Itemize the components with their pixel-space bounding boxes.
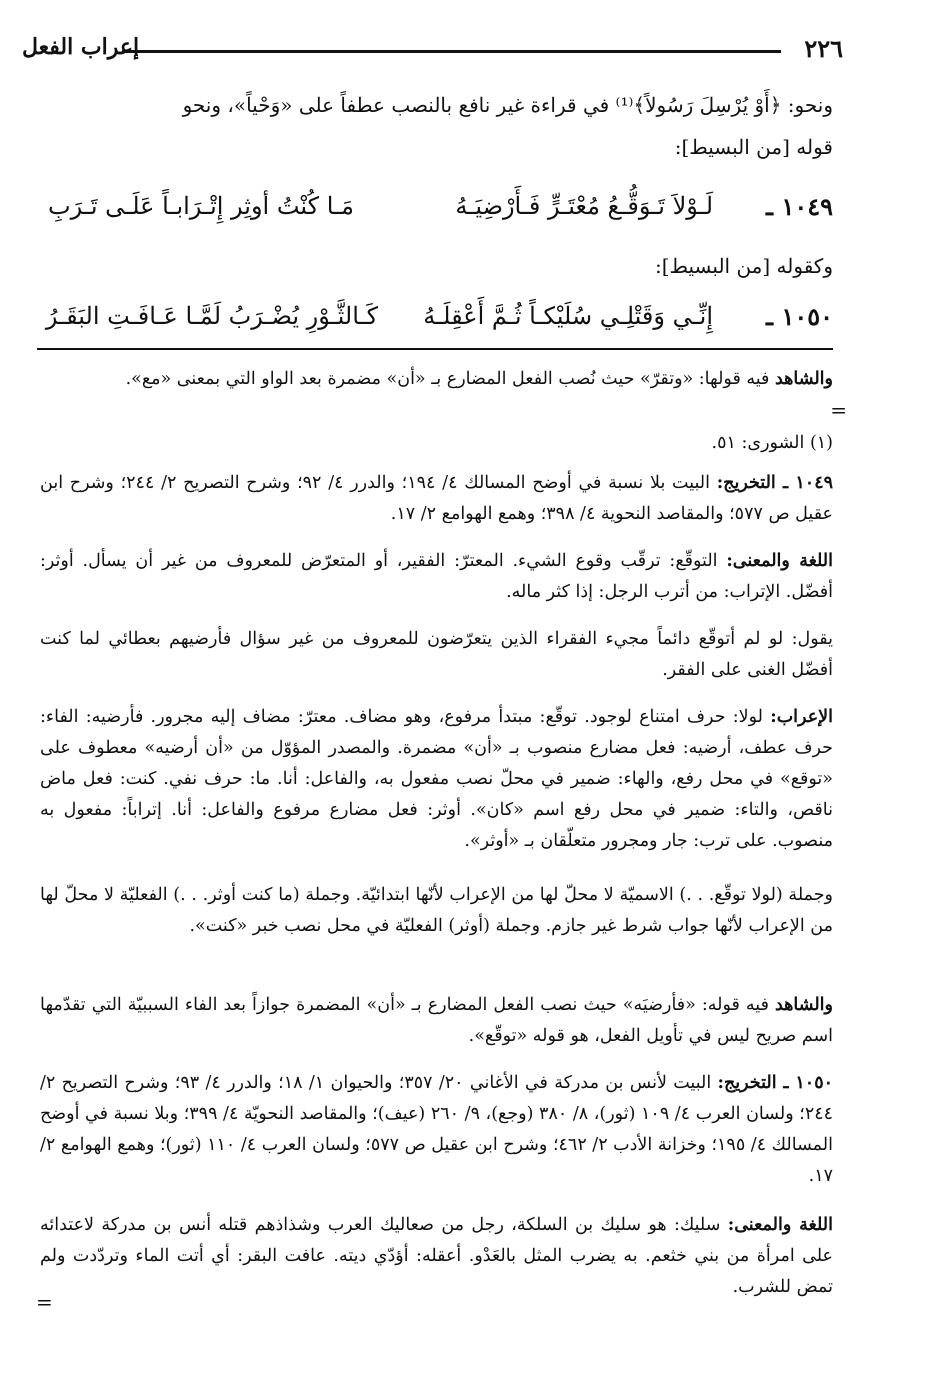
footnote-rule	[37, 348, 833, 350]
note-label: والشاهد	[774, 995, 833, 1015]
note-text: البيت لأنس بن مدركة في الأغاني ٢٠/ ٣٥٧؛ والحيوان ١/ ١٨؛ والدرر ٤/ ٩٣؛ وشرح التصريح ٢/ ٢٤٤؛ ولسان العرب ٤/ ١٠٩ (ثور)، ٨/ ٣٨٠ (وجع)، ٩/ ٢٦٠ (عيف)؛ والمقاصد النحويّة ٤/ ٣٩٩؛ وبلا نسبة في أوضح المسالك ٤/ ١٩٥؛ وخزانة الأدب ٢/ ٤٦٢؛ وشرح ابن عقيل ص ٥٧٧؛ ولسان العرب ٤/ ١١٠ (ثور)؛ وهمع الهوامع ٢/ ١٧.	[40, 1073, 834, 1186]
note-lugha-1049	[40, 546, 833, 608]
note-text: سليك: هو سليك بن السلكة، رجل من صعاليك العرب وشذاذهم قتله أنس بن مدركة لاعتدائه على امرأة من بني خثعم. به يضرب المثل بالعَدْو. أعقله: أؤدّي ديته. عافت البقر: أي أتت الماء وتردّدت ولم تمض للشرب.	[40, 1215, 833, 1297]
note-takhrij-1049	[40, 468, 833, 530]
chapter-title: إعراب الفعل	[22, 34, 140, 60]
verse-first-hemistich: لَـوْلاَ تَـوَقُّـعُ مُعْتَـرٍّ فَـأَرْضِيَـهُ	[455, 192, 713, 220]
footnote-1: (١) الشورى: ٥١.	[711, 433, 833, 453]
note-text: فيه قولها: «وتقرّ» حيث نُصب الفعل المضارع بـ «أن» مضمرة بعد الواو التي بمعنى «مع».	[125, 369, 775, 389]
note-text: التوقّع: ترقّب وقوع الشيء. المعترّ: الفقير، أو المتعرّض للمعروف من غير أن يسأل. أوثر: أفضّل. الإتراب: من أترب الرجل: إذا كثر ماله.	[40, 551, 833, 602]
note-text: البيت بلا نسبة في أوضح المسالك ٤/ ١٩٤؛ والدرر ٤/ ٩٢؛ وشرح التصريح ٢/ ٢٤٤؛ وشرح ابن عقيل ص ٥٧٧؛ والمقاصد النحوية ٤/ ٣٩٨؛ وهمع الهوامع ٢/ ١٧.	[40, 473, 833, 524]
note-label: ١٠٥٠ ـ التخريج:	[717, 1073, 833, 1093]
note-label: الإعراب:	[770, 707, 833, 727]
note-label: والشاهد	[774, 369, 833, 389]
note-lugha-1050	[40, 1210, 833, 1303]
verse-number: ١٠٤٩ ـ	[766, 192, 833, 221]
intro-2: وكقوله [من البسيط]:	[655, 254, 833, 278]
verse-1050	[40, 296, 833, 344]
note-shahid-2	[40, 990, 833, 1052]
header-rule	[122, 50, 781, 53]
verse-first-hemistich: إِنِّـي وَقَتْلِـي سُلَيْكـاً ثُـمَّ أَعْقِلَـهُ	[423, 302, 713, 330]
note-jumla-1049: وجملة (لولا توقّع. . .) الاسميّة لا محلّ لها من الإعراب لأنّها ابتدائيّة. وجملة (ما كنت أوثر. . .) الفعليّة لا محلّ لها من الإعراب لأنّها جواب شرط غير جازم. وجملة (أوثر) الفعليّة في محل نصب خبر «كنت».	[40, 885, 833, 936]
page-number: ٢٢٦	[804, 34, 843, 63]
note-label: اللغة والمعنى:	[727, 1215, 833, 1235]
note-label: اللغة والمعنى:	[726, 551, 834, 571]
note-label: ١٠٤٩ ـ التخريج:	[716, 473, 833, 493]
verse-1049	[40, 186, 833, 234]
continuation-mark: =	[830, 398, 847, 422]
page-header	[22, 30, 843, 70]
verse-second-hemistich: مَـا كُنْتُ أوثِر إِتْـرَابـاً عَلَـى تَـرَبِ	[48, 192, 354, 220]
intro-paragraph	[40, 84, 833, 168]
note-text: فيه قوله: «فأرضيَه» حيث نصب الفعل المضارع بـ «أن» المضمرة جوازاً بعد الفاء السببيّة التي تقدّمها اسم صريح ليس في تأويل الفعل، هو قوله «توقّع».	[40, 995, 833, 1046]
intro-line-1: ونحو: ﴿أَوْ يُرْسِلَ رَسُولاً﴾⁽¹⁾ في قراءة غير نافع بالنصب عطفاً على «وَحْياً»، ونحو	[182, 93, 833, 117]
note-shahid-1	[40, 364, 833, 395]
note-takhrij-1050	[40, 1068, 833, 1192]
verse-second-hemistich: كَـالثَّـوْرِ يُضْـرَبُ لَمَّـا عَـافَـتِ البَقَـرُ	[45, 302, 378, 330]
note-irab-1049	[40, 702, 833, 857]
intro-line-2: قوله [من البسيط]:	[674, 135, 833, 159]
note-yaqul-1049: يقول: لو لم أتوقّع دائماً مجيء الفقراء الذين يتعرّضون للمعروف من غير سؤال فأرضيهم بعطائي لما كنت أفضّل الغنى على الفقر.	[40, 629, 833, 680]
continuation-mark: =	[36, 1290, 53, 1314]
note-text: لولا: حرف امتناع لوجود. توقّع: مبتدأ مرفوع، وهو مضاف. معترّ: مضاف إليه مجرور. فأرضيه: الفاء: حرف عطف، أرضيه: فعل مضارع منصوب بـ «أن» مضمرة. والمصدر المؤوّل من «أن أرضيه» معطوف على «توقع» في محل رفع، والهاء: ضمير في محلّ نصب مفعول به، والفاعل: أنا. ما: حرف نفي. كنت: فعل ماض ناقص، والتاء: ضمير في محل رفع اسم «كان». أوثر: فعل مضارع مرفوع والفاعل: أنا. إتراباً: مفعول به منصوب. على ترب: جار ومجرور متعلّقان بـ «أوثر».	[40, 707, 833, 851]
verse-number: ١٠٥٠ ـ	[766, 302, 833, 331]
